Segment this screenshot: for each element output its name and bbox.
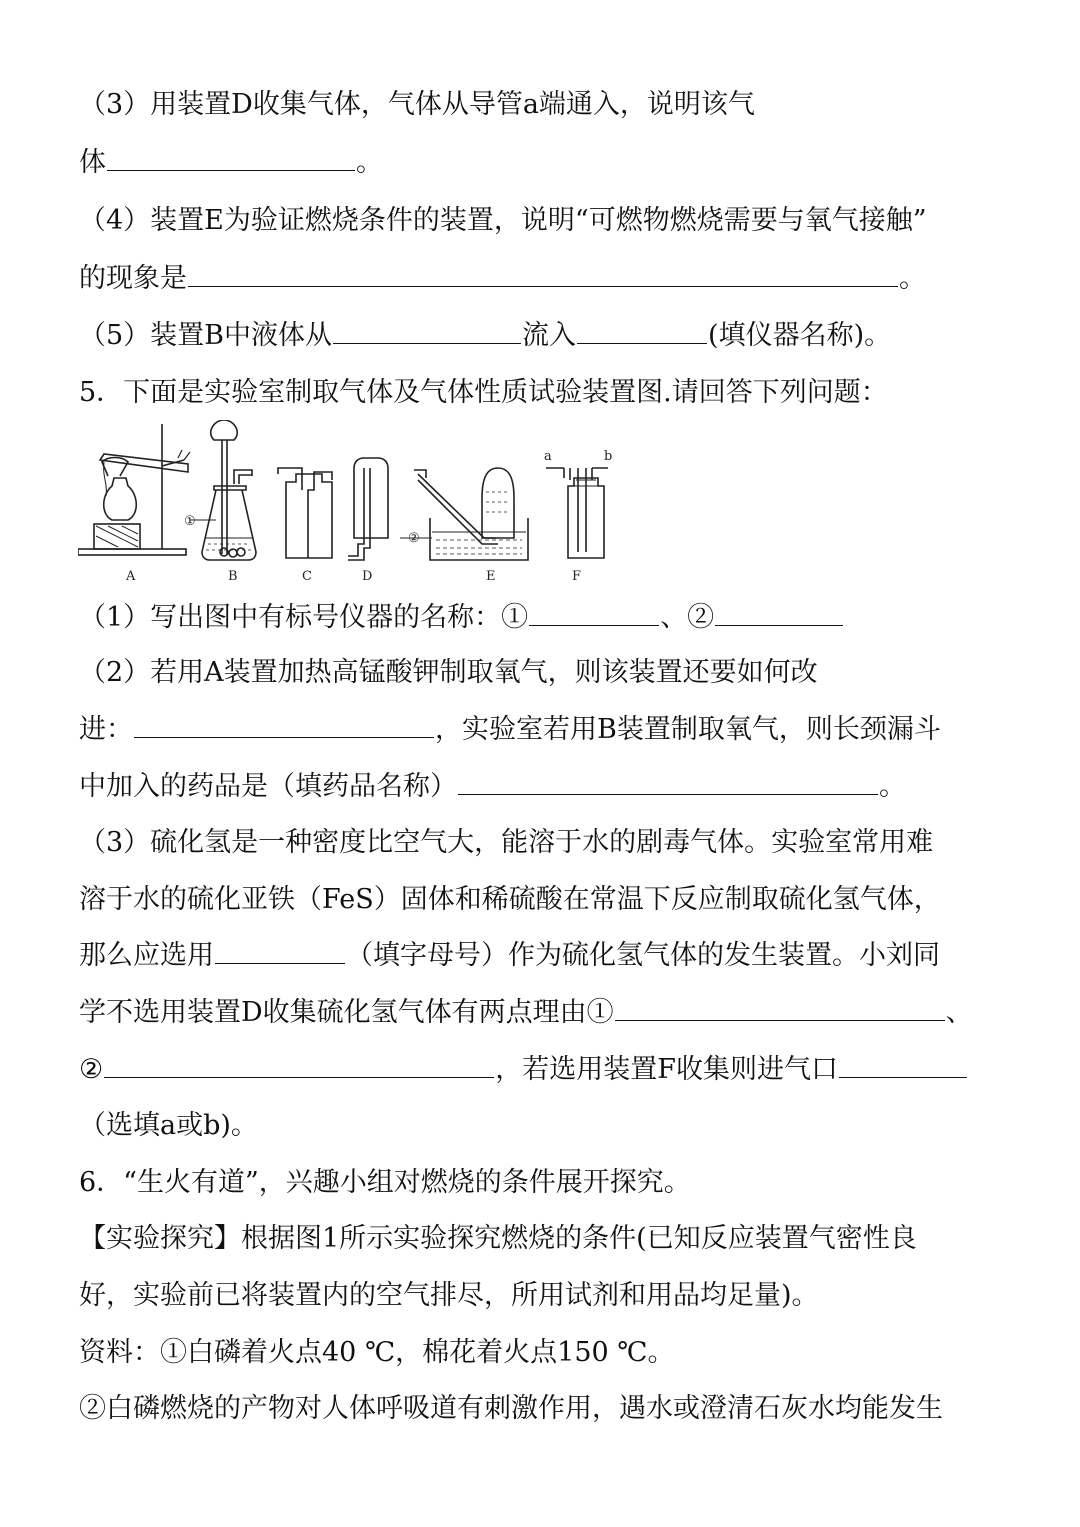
- question-5-heading: 5．下面是实验室制取气体及气体性质试验装置图.请回答下列问题：: [79, 377, 888, 408]
- q4-answer-line: 的现象是 。: [79, 260, 926, 298]
- q5-3-line-c: 那么应选用 （填字母号）作为硫化氢气体的发生装置。小刘同: [79, 937, 940, 975]
- label-a: A: [126, 569, 136, 584]
- apparatus-d: [348, 458, 388, 560]
- marker-1: ①: [184, 514, 196, 529]
- q6-experiment-line: 【实验探究】根据图1所示实验探究燃烧的条件(已知反应装置气密性良: [79, 1223, 917, 1254]
- answer-blank[interactable]: [715, 599, 843, 626]
- q5-3-line-f: （选填a或b)。: [79, 1110, 258, 1141]
- apparatus-a: [78, 424, 190, 555]
- q6-experiment-line-b: 好，实验前已将装置内的空气排尽，所用试剂和用品均足量)。: [79, 1280, 819, 1311]
- label-e: E: [486, 569, 496, 584]
- q3-answer-line: 体 。: [79, 144, 383, 182]
- answer-blank[interactable]: [107, 144, 355, 171]
- q5-3-line: （3）硫化氢是一种密度比空气大，能溶于水的剧毒气体。实验室常用难: [79, 827, 934, 858]
- q3-device-d-line: （3）用装置D收集气体，气体从导管a端通入，说明该气: [79, 89, 755, 120]
- port-b-label: b: [604, 449, 613, 464]
- apparatus-figure: [78, 420, 618, 590]
- answer-blank[interactable]: [104, 1051, 494, 1078]
- label-c: C: [302, 569, 312, 584]
- port-a-label: a: [544, 449, 552, 464]
- q5-2-line: （2）若用A装置加热高锰酸钾制取氧气，则该装置还要如何改: [79, 657, 818, 688]
- label-b: B: [228, 569, 238, 584]
- q6-material-line: 资料：①白磷着火点40 ℃，棉花着火点150 ℃。: [79, 1337, 675, 1368]
- answer-blank[interactable]: [615, 994, 945, 1021]
- apparatus-e: [400, 468, 528, 560]
- apparatus-b: [190, 420, 256, 560]
- q5-device-b-line: （5）装置B中液体从 流入 (填仪器名称)。: [79, 317, 891, 355]
- answer-blank[interactable]: [188, 260, 898, 287]
- q4-device-e-line: （4）装置E为验证燃烧条件的装置，说明“可燃物燃烧需要与氧气接触”: [79, 205, 927, 236]
- q5-3-line-d: 学不选用装置D收集硫化氢气体有两点理由① 、: [79, 994, 973, 1032]
- answer-blank[interactable]: [577, 317, 707, 344]
- q5-2-line-b: 进： ，实验室若用B装置制取氧气，则长颈漏斗: [79, 711, 941, 749]
- q5-2-line-c: 中加入的药品是（填药品名称） 。: [79, 768, 906, 806]
- q5-3-line-b: 溶于水的硫化亚铁（FeS）固体和稀硫酸在常温下反应制取硫化氢气体，: [79, 884, 941, 915]
- apparatus-diagram: [78, 420, 618, 590]
- answer-blank[interactable]: [134, 711, 434, 738]
- answer-blank[interactable]: [529, 599, 659, 626]
- q5-3-line-e: ② ，若选用装置F收集则进气口: [79, 1051, 968, 1089]
- apparatus-f: [546, 468, 608, 558]
- label-d: D: [362, 569, 373, 584]
- label-f: F: [572, 569, 582, 584]
- q5-1-line: （1）写出图中有标号仪器的名称：① 、②: [79, 599, 844, 637]
- marker-2: ②: [408, 531, 420, 546]
- answer-blank[interactable]: [839, 1051, 967, 1078]
- q6-material-line-b: ②白磷燃烧的产物对人体呼吸道有刺激作用，遇水或澄清石灰水均能发生: [79, 1393, 943, 1424]
- apparatus-c: [278, 468, 332, 558]
- question-6-heading: 6．“生火有道”，兴趣小组对燃烧的条件展开探究。: [79, 1167, 691, 1198]
- answer-blank[interactable]: [458, 768, 878, 795]
- answer-blank[interactable]: [333, 317, 521, 344]
- answer-blank[interactable]: [215, 937, 345, 964]
